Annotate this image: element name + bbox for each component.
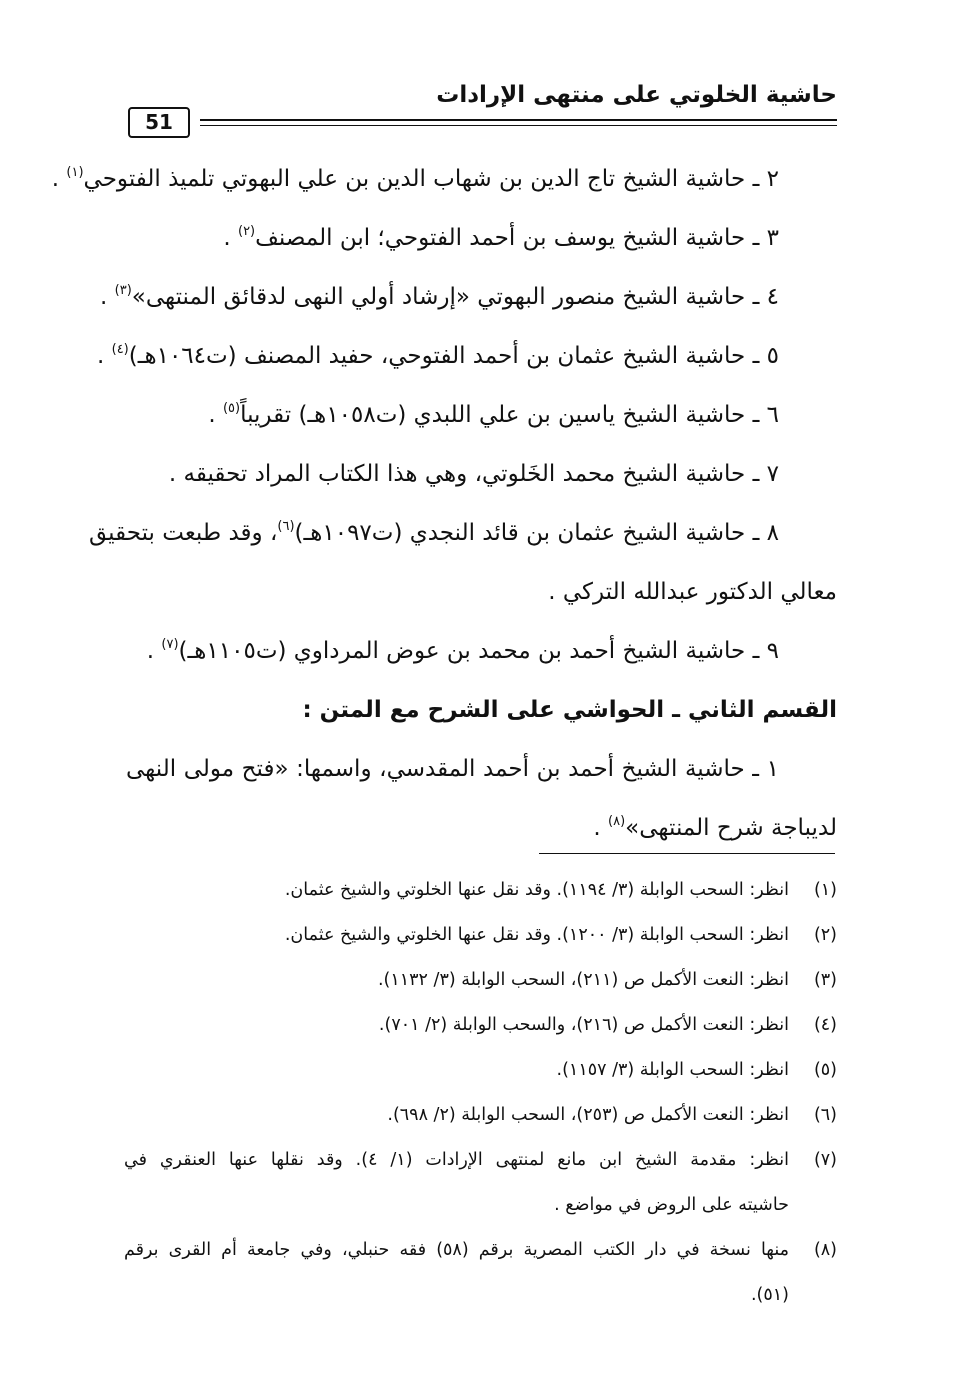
footnote-8 (124, 1228, 837, 1318)
body-text-end: . (100, 284, 115, 310)
footnote-number: (٥) (813, 1060, 837, 1080)
body-line-8 (126, 563, 837, 622)
body-text-end: . (208, 402, 223, 428)
body-text-end: . (96, 343, 112, 369)
body-text: ٦ ـ حاشية الشيخ ياسين بن علي اللبدي (ت١٠٥٨هـ) تقريباً (240, 402, 779, 428)
body-text: ٤ ـ حاشية الشيخ منصور البهوتي «إرشاد أولي النهى لدقائق المنتهى» (131, 284, 779, 310)
footnote-text-continued: (٥١). (750, 1285, 789, 1305)
footnote-ref: (٤) (111, 342, 129, 357)
body-line-4 (96, 327, 837, 386)
body-text: ١ ـ حاشية الشيخ أحمد بن أحمد المقدسي، واسمها: «فتح مولى النهى (126, 756, 779, 782)
header-title: حاشية الخلوتي على منتهى الإرادات (436, 82, 837, 108)
body-line-1 (51, 150, 837, 209)
footnote-number: (٢) (813, 925, 837, 945)
body-text: لديباجة شرح المنتهى» (625, 815, 837, 841)
header-rule-thick (200, 119, 837, 121)
footnote-ref: (٧) (161, 637, 179, 652)
footnote-text: انظر: السحب الوابلة (٣/ ١٢٠٠). وقد نقل عنها الخلوتي والشيخ عثمان. (284, 925, 789, 945)
main-text (51, 150, 837, 858)
body-line-12 (126, 799, 837, 858)
footnote-number: (٨) (813, 1240, 837, 1260)
footnote-4 (124, 1003, 837, 1048)
body-text-end: . (51, 166, 67, 192)
body-text-end: . (593, 815, 609, 841)
footnote-3 (124, 958, 837, 1003)
footnote-ref: (٥) (222, 401, 241, 416)
footnote-text: انظر: مقدمة الشيخ ابن مانع لمنتهى الإرادات (١/ ٤). وقد نقلها عنها العنقري في (124, 1150, 789, 1170)
footnote-number: (١) (813, 880, 837, 900)
body-text: ٩ ـ حاشية الشيخ أحمد بن محمد بن عوض المرداوي (ت١١٠٥هـ) (178, 638, 779, 664)
footnote-6 (124, 1093, 837, 1138)
heading-text: القسم الثاني ـ الحواشي على الشرح مع المتن : (302, 697, 837, 723)
footnote-ref: (٨) (608, 814, 626, 829)
footnotes (124, 868, 837, 1318)
footnote-1 (124, 868, 837, 913)
body-line-11 (126, 740, 837, 799)
body-text: ٣ ـ حاشية الشيخ يوسف بن أحمد الفتوحي؛ ابن المصنف (255, 225, 779, 251)
section-heading (126, 681, 837, 740)
body-text: معالي الدكتور عبدالله التركي . (548, 579, 837, 605)
footnote-text: منها نسخة في دار الكتب المصرية برقم (٥٨) فقه حنبلي، وفي جامعة أم القرى برقم (124, 1240, 789, 1260)
body-line-2 (126, 209, 837, 268)
footnote-2 (124, 913, 837, 958)
footnote-text: انظر: السحب الوابلة (٣/ ١١٥٧). (556, 1060, 789, 1080)
body-text: ٥ ـ حاشية الشيخ عثمان بن أحمد الفتوحي، حفيد المصنف (ت١٠٦٤هـ) (128, 343, 779, 369)
footnote-5 (124, 1048, 837, 1093)
footnote-text: انظر: النعت الأكمل ص (٢١٦)، والسحب الوابلة (٢/ ٧٠١). (378, 1015, 789, 1035)
body-text-end: ، وقد طبعت بتحقيق (88, 520, 278, 546)
body-text: ٢ ـ حاشية الشيخ تاج الدين بن شهاب الدين بن علي البهوتي تلميذ الفتوحي (83, 166, 779, 192)
body-line-3 (100, 268, 837, 327)
footnote-number: (٣) (813, 970, 837, 990)
footnote-ref: (٢) (237, 224, 256, 239)
footnote-ref: (٣) (114, 283, 132, 298)
footnote-7 (124, 1138, 837, 1228)
footnote-text: انظر: السحب الوابلة (٣/ ١١٩٤). وقد نقل عنها الخلوتي والشيخ عثمان. (284, 880, 789, 900)
body-line-5 (126, 386, 837, 445)
footnote-ref: (١) (66, 165, 84, 180)
page-number-box: 51 (128, 107, 190, 138)
body-text-end: . (146, 638, 162, 664)
footnote-text: انظر: النعت الأكمل ص (٢١١)، السحب الوابلة (٣/ ١١٣٢). (377, 970, 789, 990)
body-line-7 (88, 504, 837, 563)
footnote-separator (539, 853, 835, 854)
footnote-number: (٦) (813, 1105, 837, 1125)
body-text: ٨ ـ حاشية الشيخ عثمان بن قائد النجدي (ت١٠٩٧هـ) (294, 520, 779, 546)
footnote-number: (٤) (813, 1015, 837, 1035)
footnote-text-continued: حاشيته على الروض في مواضع . (554, 1195, 789, 1215)
footnote-number: (٧) (813, 1150, 837, 1170)
running-header (128, 76, 837, 136)
body-line-6 (126, 445, 837, 504)
body-text: ٧ ـ حاشية الشيخ محمد الخَلوتي، وهي هذا الكتاب المراد تحقيقه . (168, 461, 779, 487)
body-text-end: . (223, 225, 238, 251)
body-line-9 (126, 622, 837, 681)
header-rule-thin (200, 125, 837, 126)
footnote-ref: (٦) (277, 519, 295, 534)
footnote-text: انظر: النعت الأكمل ص (٢٥٣)، السحب الوابلة (٢/ ٦٩٨). (387, 1105, 789, 1125)
